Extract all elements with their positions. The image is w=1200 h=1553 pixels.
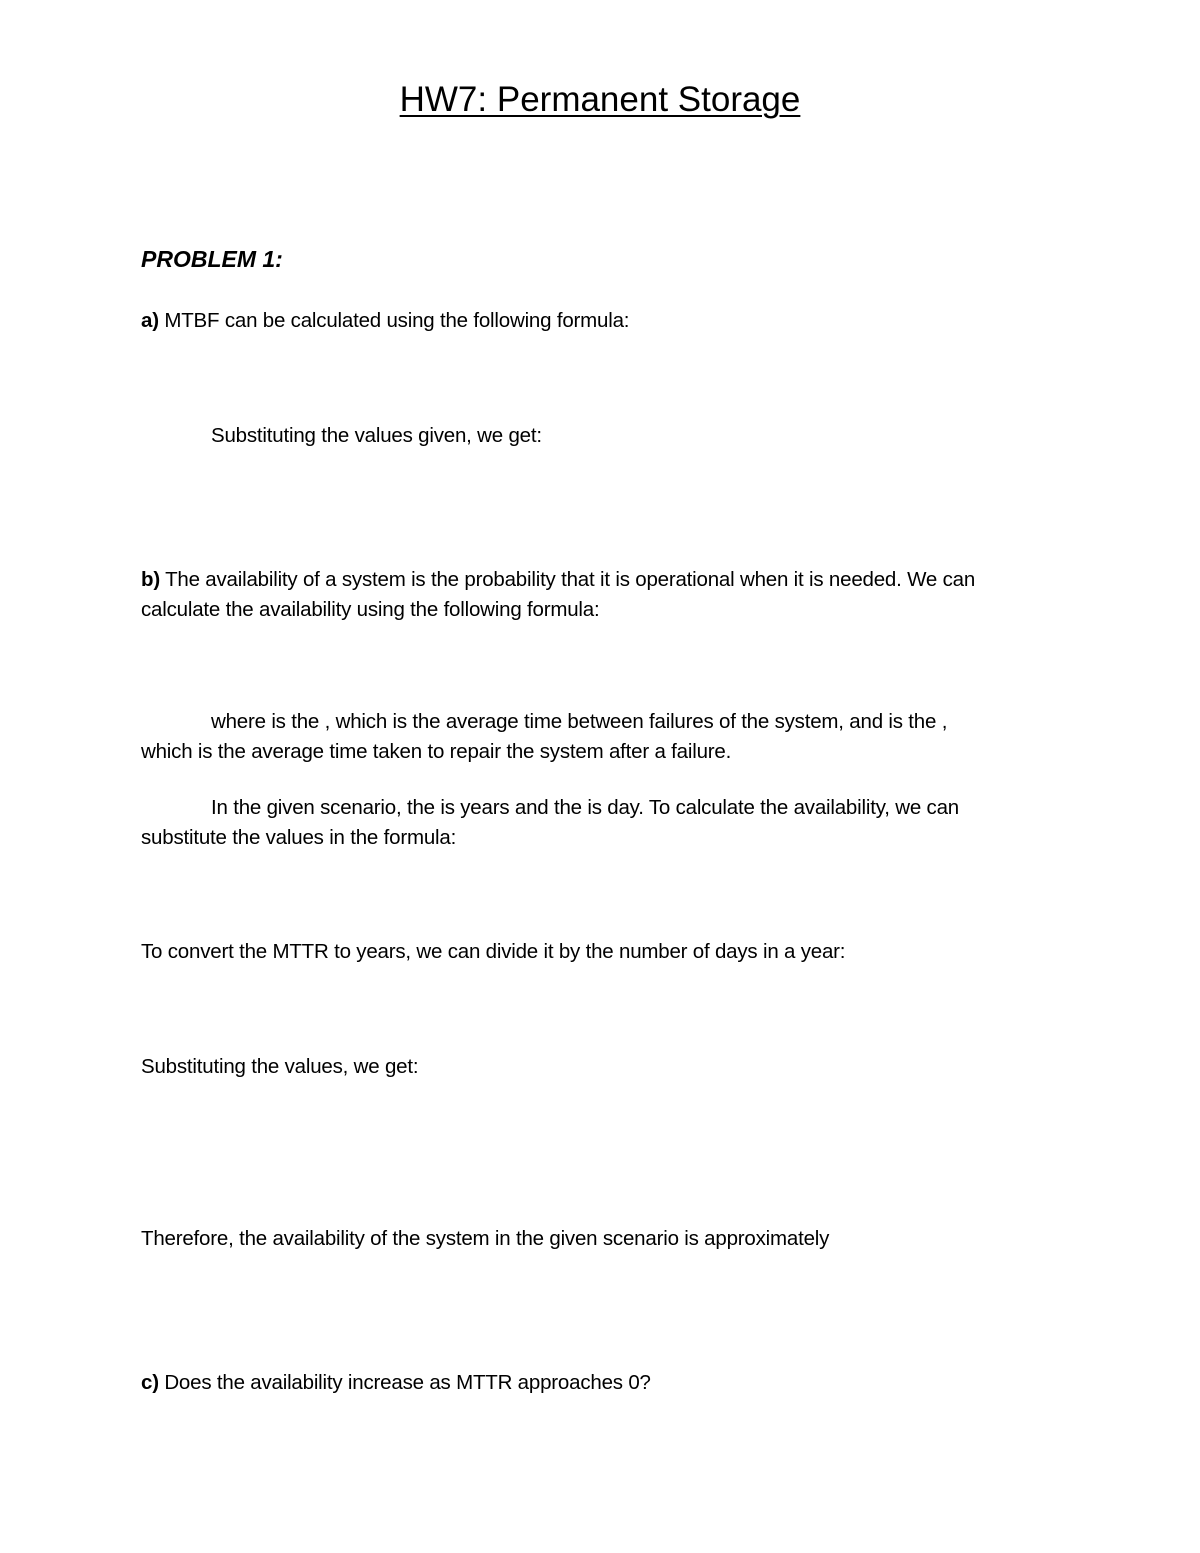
part-a-substituting: Substituting the values given, we get: [211,424,542,447]
part-b-text-1: The availability of a system is the probability that it is operational when it is needed. We can [159,568,976,591]
part-b-convert: To convert the MTTR to years, we can divide it by the number of days in a year: [141,940,846,963]
part-b-substituting: Substituting the values, we get: [141,1055,419,1078]
part-c-text: Does the availability increase as MTTR approaches 0? [158,1371,651,1394]
part-b-scenario-line-2: substitute the values in the formula: [141,826,457,849]
part-b-label: b) [141,568,160,591]
problem-heading: PROBLEM 1: [141,246,283,272]
part-b-line-1 [141,565,975,595]
part-b-line-2: calculate the availability using the following formula: [141,598,600,621]
part-b-scenario-line-1: In the given scenario, the is years and the is day. To calculate the availability, we can [211,796,959,819]
part-c-label: c) [141,1371,159,1394]
part-c-line [141,1368,651,1398]
document-title: HW7: Permanent Storage [399,80,801,119]
part-b-where-line-2: which is the average time taken to repair the system after a failure. [141,740,732,763]
part-a-label: a) [141,309,159,332]
part-a-text: MTBF can be calculated using the following formula: [158,309,630,332]
part-a-line [141,306,629,336]
part-b-therefore: Therefore, the availability of the system in the given scenario is approximately [141,1227,830,1250]
part-b-where-line-1: where is the , which is the average time between failures of the system, and is the , [211,710,948,733]
